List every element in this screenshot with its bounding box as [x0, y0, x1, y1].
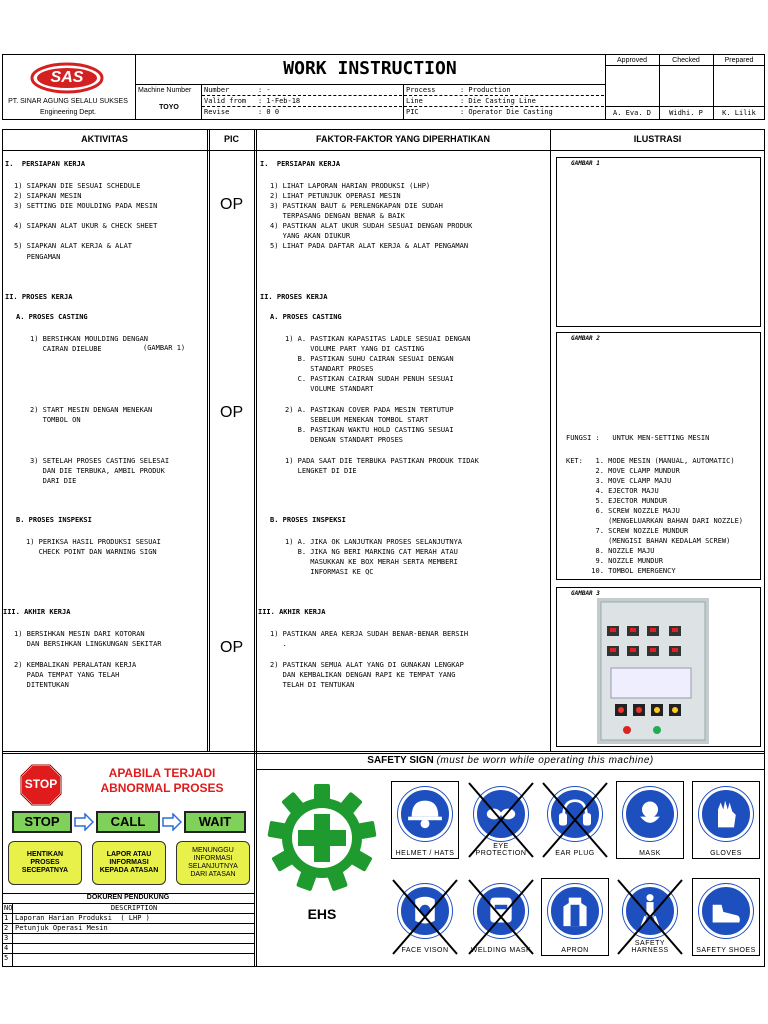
pic-value: : Operator Die Casting [460, 108, 553, 116]
col-pic: PIC [223, 134, 239, 144]
safety-sign-face-vison [391, 878, 459, 956]
gloves-icon [699, 787, 753, 841]
dokumen-row-no: 5 [4, 954, 9, 962]
dokumen-row-no: 2 [4, 924, 9, 932]
process-value: : Production [460, 86, 511, 94]
akt-akhir-2: 2) KEMBALIKAN PERALATAN KERJA PADA TEMPAT YANG TELAH DITENTUKAN [14, 661, 137, 689]
pic-op-proses: OP [220, 404, 244, 421]
shoes-icon [699, 884, 753, 938]
valid-from-value: : 1-Feb-18 [258, 97, 301, 105]
note-wait: MENUNGGU INFORMASI SELANJUTNYA DARI ATASAN [176, 841, 250, 885]
gambar-1-label: GAMBAR 1 [571, 160, 600, 167]
approved-head: Approved [617, 57, 647, 64]
safety-sign-eye-protection [467, 781, 535, 859]
arrow-icon [74, 813, 94, 835]
process-label: Process [406, 86, 436, 94]
control-panel-photo [597, 598, 709, 744]
fak-inspeksi-heading: B. PROSES INSPEKSI [270, 516, 346, 524]
stop-sign-text: STOP [24, 777, 58, 791]
safety-sign-label: GLOVES [710, 850, 742, 857]
revise-label: Revise [204, 108, 230, 116]
safety-sign-label: EYE PROTECTION [475, 843, 527, 857]
approved-name: A. Eva. D [613, 109, 651, 117]
dokumen-row-no: 1 [4, 914, 9, 922]
pic-op-akhir: OP [220, 639, 244, 656]
dokumen-row-desc: Petunjuk Operasi Mesin [15, 924, 108, 932]
prepared-name: K. Lilik [722, 109, 756, 117]
document-title: WORK INSTRUCTION [283, 58, 457, 79]
gambar-2-fungsi: FUNGSI : UNTUK MEN-SETTING MESIN [566, 434, 710, 442]
dokumen-row-no: 4 [4, 944, 9, 952]
safety-sign-label: APRON [561, 947, 589, 954]
company-dept: Engineering Dept. [39, 109, 97, 116]
company-name: PT. SINAR AGUNG SELALU SUKSES [8, 98, 128, 105]
number-label: Number [204, 86, 230, 94]
fak-akhir-1: 1) PASTIKAN AREA KERJA SUDAH BENAR-BENAR BERSIH . [270, 630, 469, 648]
machine-number-label: Machine Number [138, 87, 192, 94]
fak-casting-1: 1) A. PASTIKAN KAPASITAS LADLE SESUAI DENGAN VOLUME PART YANG DI CASTING B. PASTIKAN SUHU CAIRAN SESUAI DENGAN STANDART PROSES C. PASTIKAN CAIRAN SUDAH PENUH SESUAI VOLUME STANDART [285, 335, 471, 393]
akt-casting-2: 2) START MESIN DENGAN MENEKAN TOMBOL ON [30, 406, 153, 424]
number-value: : - [258, 86, 271, 94]
safety-heading-note: (must be worn while operating this machine) [436, 755, 654, 766]
dokumen-col-no: NO [4, 904, 13, 912]
note-call: LAPOR ATAU INFORMASI KEPADA ATASAN [92, 841, 166, 885]
dokumen-title: DOKUREN PENDUKUNG [86, 894, 170, 901]
akt-inspeksi-1: 1) PERIKSA HASIL PRODUKSI SESUAI CHECK POINT DAN WARNING SIGN [26, 538, 161, 556]
akt-persiapan-item4: 4) SIAPKAN ALAT UKUR & CHECK SHEET [14, 222, 158, 230]
safety-sign-ear-plug [541, 781, 609, 859]
safety-sign-label: SAFETY SHOES [696, 947, 756, 954]
akt-inspeksi-heading: B. PROSES INSPEKSI [16, 516, 92, 524]
dokumen-row-desc: Laporan Harian Produksi ( LHP ) [15, 914, 150, 922]
ehs-label: EHS [307, 906, 337, 922]
safety-sign-label: HELMET / HATS [395, 850, 455, 857]
safety-sign-label: WELDING MASK [470, 947, 532, 954]
apron-icon [548, 884, 602, 938]
fak-casting-2: 2) A. PASTIKAN COVER PADA MESIN TERTUTUP SEBELUM MENEKAN TOMBOL START B. PASTIKAN WAKTU HOLD CASTING SESUAI DENGAN STANDART PROSES [285, 406, 454, 444]
abnormal-title: APABILA TERJADI ABNORMAL PROSES [100, 766, 224, 795]
mask-icon [623, 787, 677, 841]
fak-proses-heading: II. PROSES KERJA [260, 293, 328, 301]
fak-akhir-2: 2) PASTIKAN SEMUA ALAT YANG DI GUNAKAN LENGKAP DAN KEMBALIKAN DENGAN RAPI KE TEMPAT YANG TELAH DI TENTUKAN [270, 661, 464, 689]
fak-inspeksi-1: 1) A. JIKA OK LANJUTKAN PROSES SELANJUTNYA B. JIKA NG BERI MARKING CAT MERAH ATAU MASUKKAN KE BOX MERAH SERTA MEMBERI INFORMASI KE QC [285, 538, 463, 576]
safety-heading: SAFETY SIGN (must be worn while operating this machine) [367, 755, 654, 766]
flow-wait-button: WAIT [184, 811, 246, 833]
dokumen-col-desc: DESCRIPTION [110, 904, 158, 912]
flow-call-button: CALL [96, 811, 160, 833]
cross-icon [541, 781, 609, 859]
valid-from-label: Valid from [204, 97, 247, 105]
gambar-2-ket: KET: 1. MODE MESIN (MANUAL, AUTOMATIC) 2. MOVE CLAMP MUNDUR 3. MOVE CLAMP MAJU 4. EJECTOR MAJU 5. EJECTOR MUNDUR 6. SCREW NOZZLE MAJU (MENGELUARKAN BAHAN DARI NOZZLE) 7. SCREW NOZZLE MUNDUR (MENGISI BAHAN KEDALAM SCREW) 8. NOZZLE MAJU 9. NOZZLE MUNDUR 10. TOMBOL EMERGENCY [566, 457, 744, 575]
safety-sign-label: SAFETY HARNESS [631, 940, 669, 954]
akt-casting-1-ref: (GAMBAR 1) [143, 344, 186, 352]
safety-sign-gloves [692, 781, 760, 859]
gambar-3-label: GAMBAR 3 [571, 590, 600, 597]
pic-op-persiapan: OP [220, 196, 244, 213]
pic-label: PIC [406, 108, 419, 116]
helmet-icon [398, 787, 452, 841]
col-aktivitas: AKTIVITAS [81, 134, 128, 144]
safety-sign-mask [616, 781, 684, 859]
akt-casting-3: 3) SETELAH PROSES CASTING SELESAI DAN DIE TERBUKA, AMBIL PRODUK DARI DIE [30, 457, 170, 485]
flow-stop-button: STOP [12, 811, 72, 833]
akt-casting-1: 1) BERSIHKAN MOULDING DENGAN CAIRAN DIELUBE [30, 335, 149, 353]
safety-sign-helmet-hats [391, 781, 459, 859]
note-stop: HENTIKAN PROSES SECEPATNYA [8, 841, 82, 885]
arrow-icon [162, 813, 182, 835]
fak-casting-3: 1) PADA SAAT DIE TERBUKA PASTIKAN PRODUK TIDAK LENGKET DI DIE [285, 457, 479, 475]
fak-persiapan-items: 1) LIHAT LAPORAN HARIAN PRODUKSI (LHP) 2) LIHAT PETUNJUK OPERASI MESIN 3) PASTIKAN BAUT & PERLENGKAPAN DIE SUDAH TERPASANG DENGAN BENAR & BAIK 4) PASTIKAN ALAT UKUR SUDAH SESUAI DENGAN PRODUK YANG AKAN DIUKUR 5) LIHAT PADA DAFTAR ALAT KERJA & ALAT PENGAMAN [270, 182, 473, 250]
checked-name: Widhi. P [669, 109, 703, 117]
akt-persiapan-items: 1) SIAPKAN DIE SESUAI SCHEDULE 2) SIAPKAN MESIN 3) SETTING DIE MOULDING PADA MESIN [14, 182, 158, 210]
akt-akhir-heading: III. AKHIR KERJA [3, 608, 71, 616]
cross-icon [391, 878, 459, 956]
safety-sign-label: EAR PLUG [555, 850, 595, 857]
fak-persiapan-heading: I. PERSIAPAN KERJA [260, 160, 341, 168]
prepared-head: Prepared [724, 57, 754, 64]
line-label: Line [406, 97, 423, 105]
fak-casting-heading: A. PROSES CASTING [270, 313, 342, 321]
dokumen-row-no: 3 [4, 934, 9, 942]
safety-sign-safety-shoes [692, 878, 760, 956]
col-ilustrasi: ILUSTRASI [633, 134, 682, 144]
akt-casting-heading: A. PROSES CASTING [16, 313, 88, 321]
akt-proses-heading: II. PROSES KERJA [5, 293, 73, 301]
gambar-1-frame [556, 157, 761, 327]
col-faktor: FAKTOR-FAKTOR YANG DIPERHATIKAN [315, 134, 490, 144]
safety-sign-label: FACE VISON [401, 947, 449, 954]
safety-sign-apron [541, 878, 609, 956]
akt-akhir-1: 1) BERSIHKAN MESIN DARI KOTORAN DAN BERSIHKAN LINGKUNGAN SEKITAR [14, 630, 162, 648]
safety-sign-welding-mask [467, 878, 535, 956]
ehs-gear-icon [266, 782, 378, 894]
company-logo [30, 62, 104, 94]
logo-text: SAS [50, 69, 84, 86]
line-value: : Die Casting Line [460, 97, 536, 105]
safety-sign-safety-harness [616, 878, 684, 956]
machine-number-value: TOYO [159, 104, 179, 111]
safety-sign-label: MASK [639, 850, 661, 857]
akt-persiapan-item5: 5) SIAPKAN ALAT KERJA & ALAT PENGAMAN [14, 242, 133, 261]
checked-head: Checked [672, 57, 700, 64]
fak-akhir-heading: III. AKHIR KERJA [258, 608, 326, 616]
gambar-2-label: GAMBAR 2 [571, 335, 600, 342]
stop-sign [20, 764, 62, 806]
cross-icon [467, 878, 535, 956]
revise-value: : 0 0 [258, 108, 280, 116]
akt-persiapan-heading: I. PERSIAPAN KERJA [5, 160, 86, 168]
